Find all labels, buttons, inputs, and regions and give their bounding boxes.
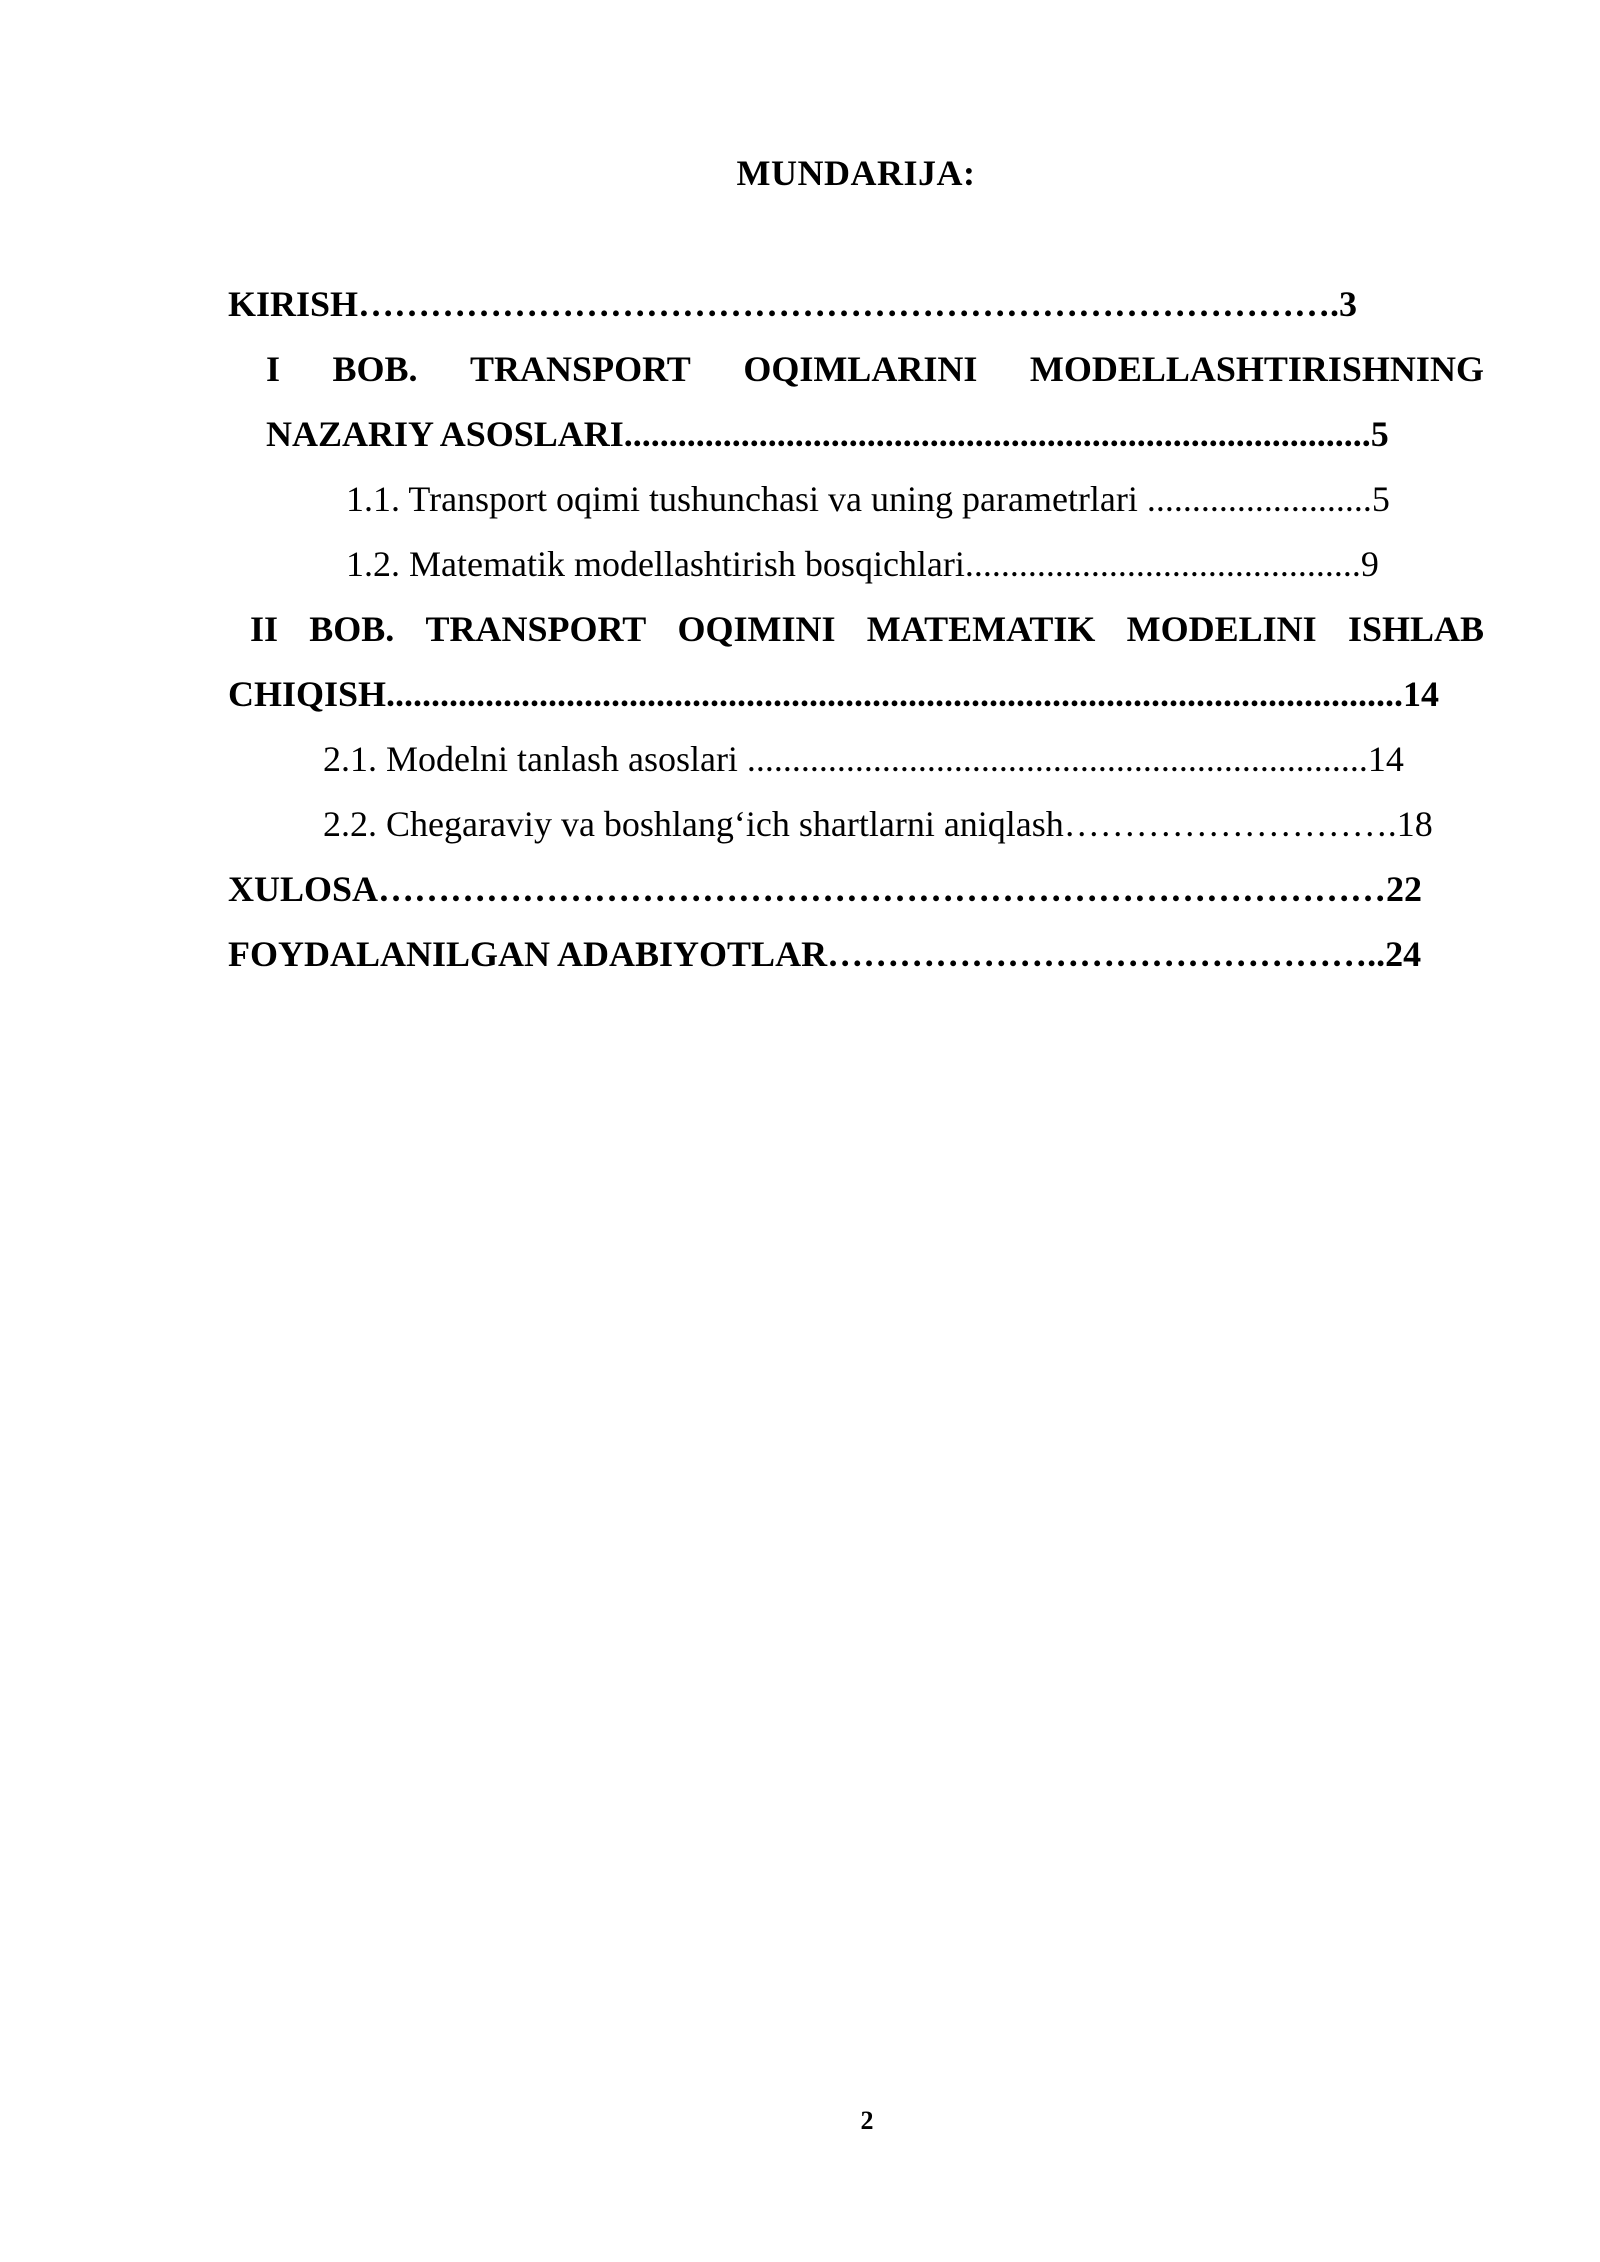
toc-word: TRANSPORT: [425, 609, 647, 649]
toc-word: BOB.: [309, 609, 395, 649]
toc-word: ISHLAB: [1347, 609, 1484, 649]
toc-entry-xulosa: XULOSA…………………………………………………………………………22: [228, 869, 1423, 909]
toc-entry-1-2: 1.2. Matematik modellashtirish bosqichlari............................................9: [346, 544, 1379, 584]
toc-word: MODELLASHTIRISHNING: [1029, 349, 1484, 389]
toc-word: II: [250, 609, 279, 649]
toc-word: I: [266, 349, 281, 389]
toc-word: TRANSPORT: [470, 349, 691, 389]
toc-entry-1-1: 1.1. Transport oqimi tushunchasi va uning parametrlari .........................5: [346, 479, 1390, 519]
toc-entry-chapter-1-cont: NAZARIY ASOSLARI...................................................................................5: [266, 414, 1389, 454]
toc-word: MATEMATIK: [866, 609, 1096, 649]
toc-word: MODELINI: [1126, 609, 1317, 649]
toc-entry-chapter-2: [250, 607, 1484, 651]
toc-entry-2-1: 2.1. Modelni tanlash asoslari .....................................................................14: [323, 739, 1404, 779]
toc-entry-chapter-1: [266, 347, 1484, 391]
toc-entry-chapter-2-cont: CHIQISH.................................................................................................................14: [228, 674, 1440, 714]
page-title: MUNDARIJA:: [736, 153, 976, 193]
toc-entry-adabiyotlar: FOYDALANILGAN ADABIYOTLAR………………………………………..24: [228, 934, 1422, 974]
toc-word: OQIMINI: [677, 609, 836, 649]
toc-entry-2-2: 2.2. Chegaraviy va boshlang‘ich shartlarni aniqlash……………………….18: [323, 804, 1433, 844]
toc-word: BOB.: [332, 349, 418, 389]
toc-entry-kirish: KIRISH……………………………………………………………………….3: [228, 284, 1358, 324]
page-number: 2: [860, 2106, 874, 2135]
toc-word: OQIMLARINI: [743, 349, 978, 389]
